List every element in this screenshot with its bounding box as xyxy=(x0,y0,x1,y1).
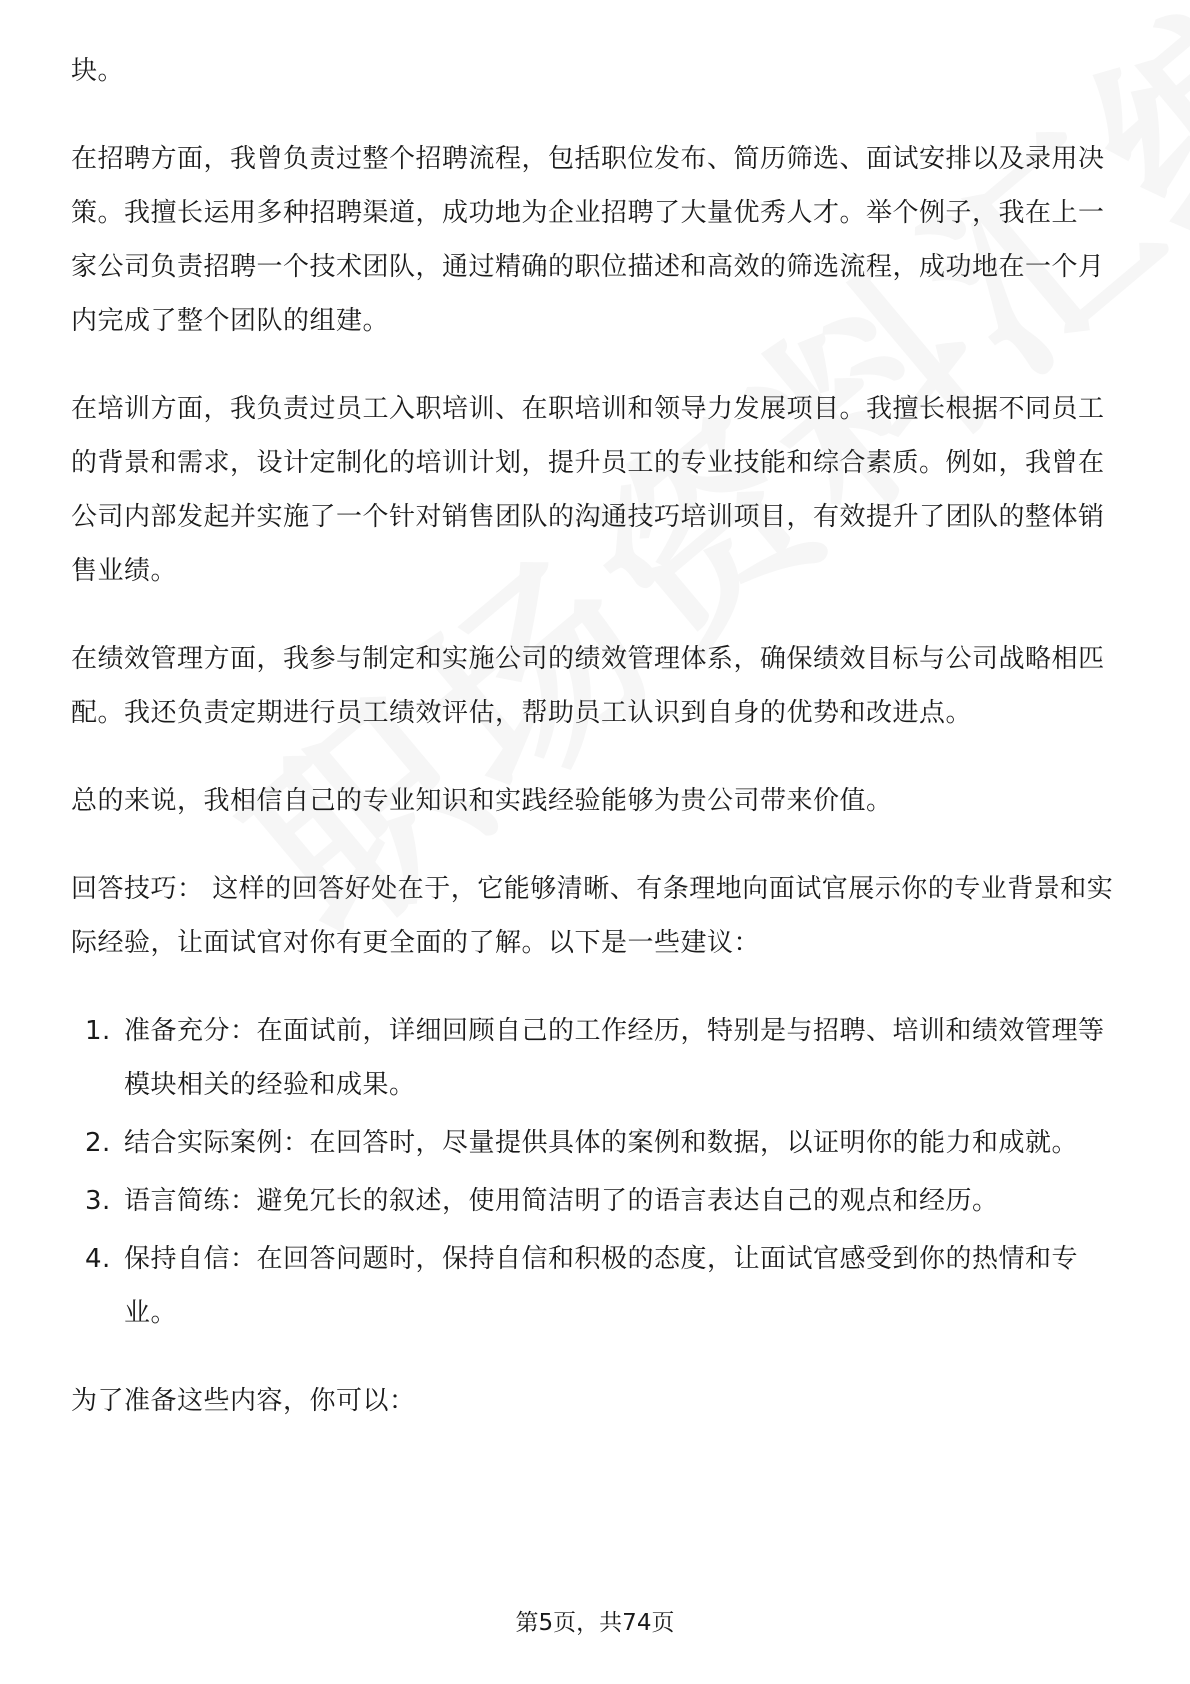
tips-list xyxy=(71,1004,1121,1340)
paragraph-performance: 在绩效管理方面，我参与制定和实施公司的绩效管理体系，确保绩效目标与公司战略相匹配。我还负责定期进行员工绩效评估，帮助员工认识到自身的优势和改进点。 xyxy=(71,644,1105,728)
list-item xyxy=(71,1174,1121,1228)
paragraph-answer-tips: 回答技巧： 这样的回答好处在于，它能够清晰、有条理地向面试官展示你的专业背景和实际经验，让面试官对你有更全面的了解。以下是一些建议： xyxy=(71,874,1114,958)
list-item-text: 保持自信：在回答问题时，保持自信和积极的态度，让面试官感受到你的热情和专业。 xyxy=(124,1244,1079,1328)
page-number-footer: 第5页，共74页 xyxy=(515,1610,675,1636)
list-item-text: 结合实际案例：在回答时，尽量提供具体的案例和数据，以证明你的能力和成就。 xyxy=(124,1128,1079,1158)
list-item-number: 1. xyxy=(85,1016,111,1046)
list-item-number: 3. xyxy=(85,1186,111,1216)
list-item-text: 语言简练：避免冗长的叙述，使用简洁明了的语言表达自己的观点和经历。 xyxy=(124,1186,999,1216)
paragraph-preparation: 为了准备这些内容，你可以： xyxy=(71,1386,416,1416)
list-item-number: 2. xyxy=(85,1128,111,1158)
list-item xyxy=(71,1004,1121,1112)
list-item xyxy=(71,1232,1121,1340)
paragraph-continuation: 块。 xyxy=(71,56,125,86)
list-item-number: 4. xyxy=(85,1244,111,1274)
document-body xyxy=(71,44,1121,1462)
paragraph-summary: 总的来说，我相信自己的专业知识和实践经验能够为贵公司带来价值。 xyxy=(71,786,893,816)
paragraph-recruiting: 在招聘方面，我曾负责过整个招聘流程，包括职位发布、简历筛选、面试安排以及录用决策。我擅长运用多种招聘渠道，成功地为企业招聘了大量优秀人才。举个例子，我在上一家公司负责招聘一个技术团队，通过精确的职位描述和高效的筛选流程，成功地在一个月内完成了整个团队的组建。 xyxy=(71,144,1105,336)
paragraph-training: 在培训方面，我负责过员工入职培训、在职培训和领导力发展项目。我擅长根据不同员工的背景和需求，设计定制化的培训计划，提升员工的专业技能和综合素质。例如，我曾在公司内部发起并实施了一个针对销售团队的沟通技巧培训项目，有效提升了团队的整体销售业绩。 xyxy=(71,394,1105,586)
list-item xyxy=(71,1116,1121,1170)
list-item-text: 准备充分：在面试前，详细回顾自己的工作经历，特别是与招聘、培训和绩效管理等模块相关的经验和成果。 xyxy=(124,1016,1105,1100)
